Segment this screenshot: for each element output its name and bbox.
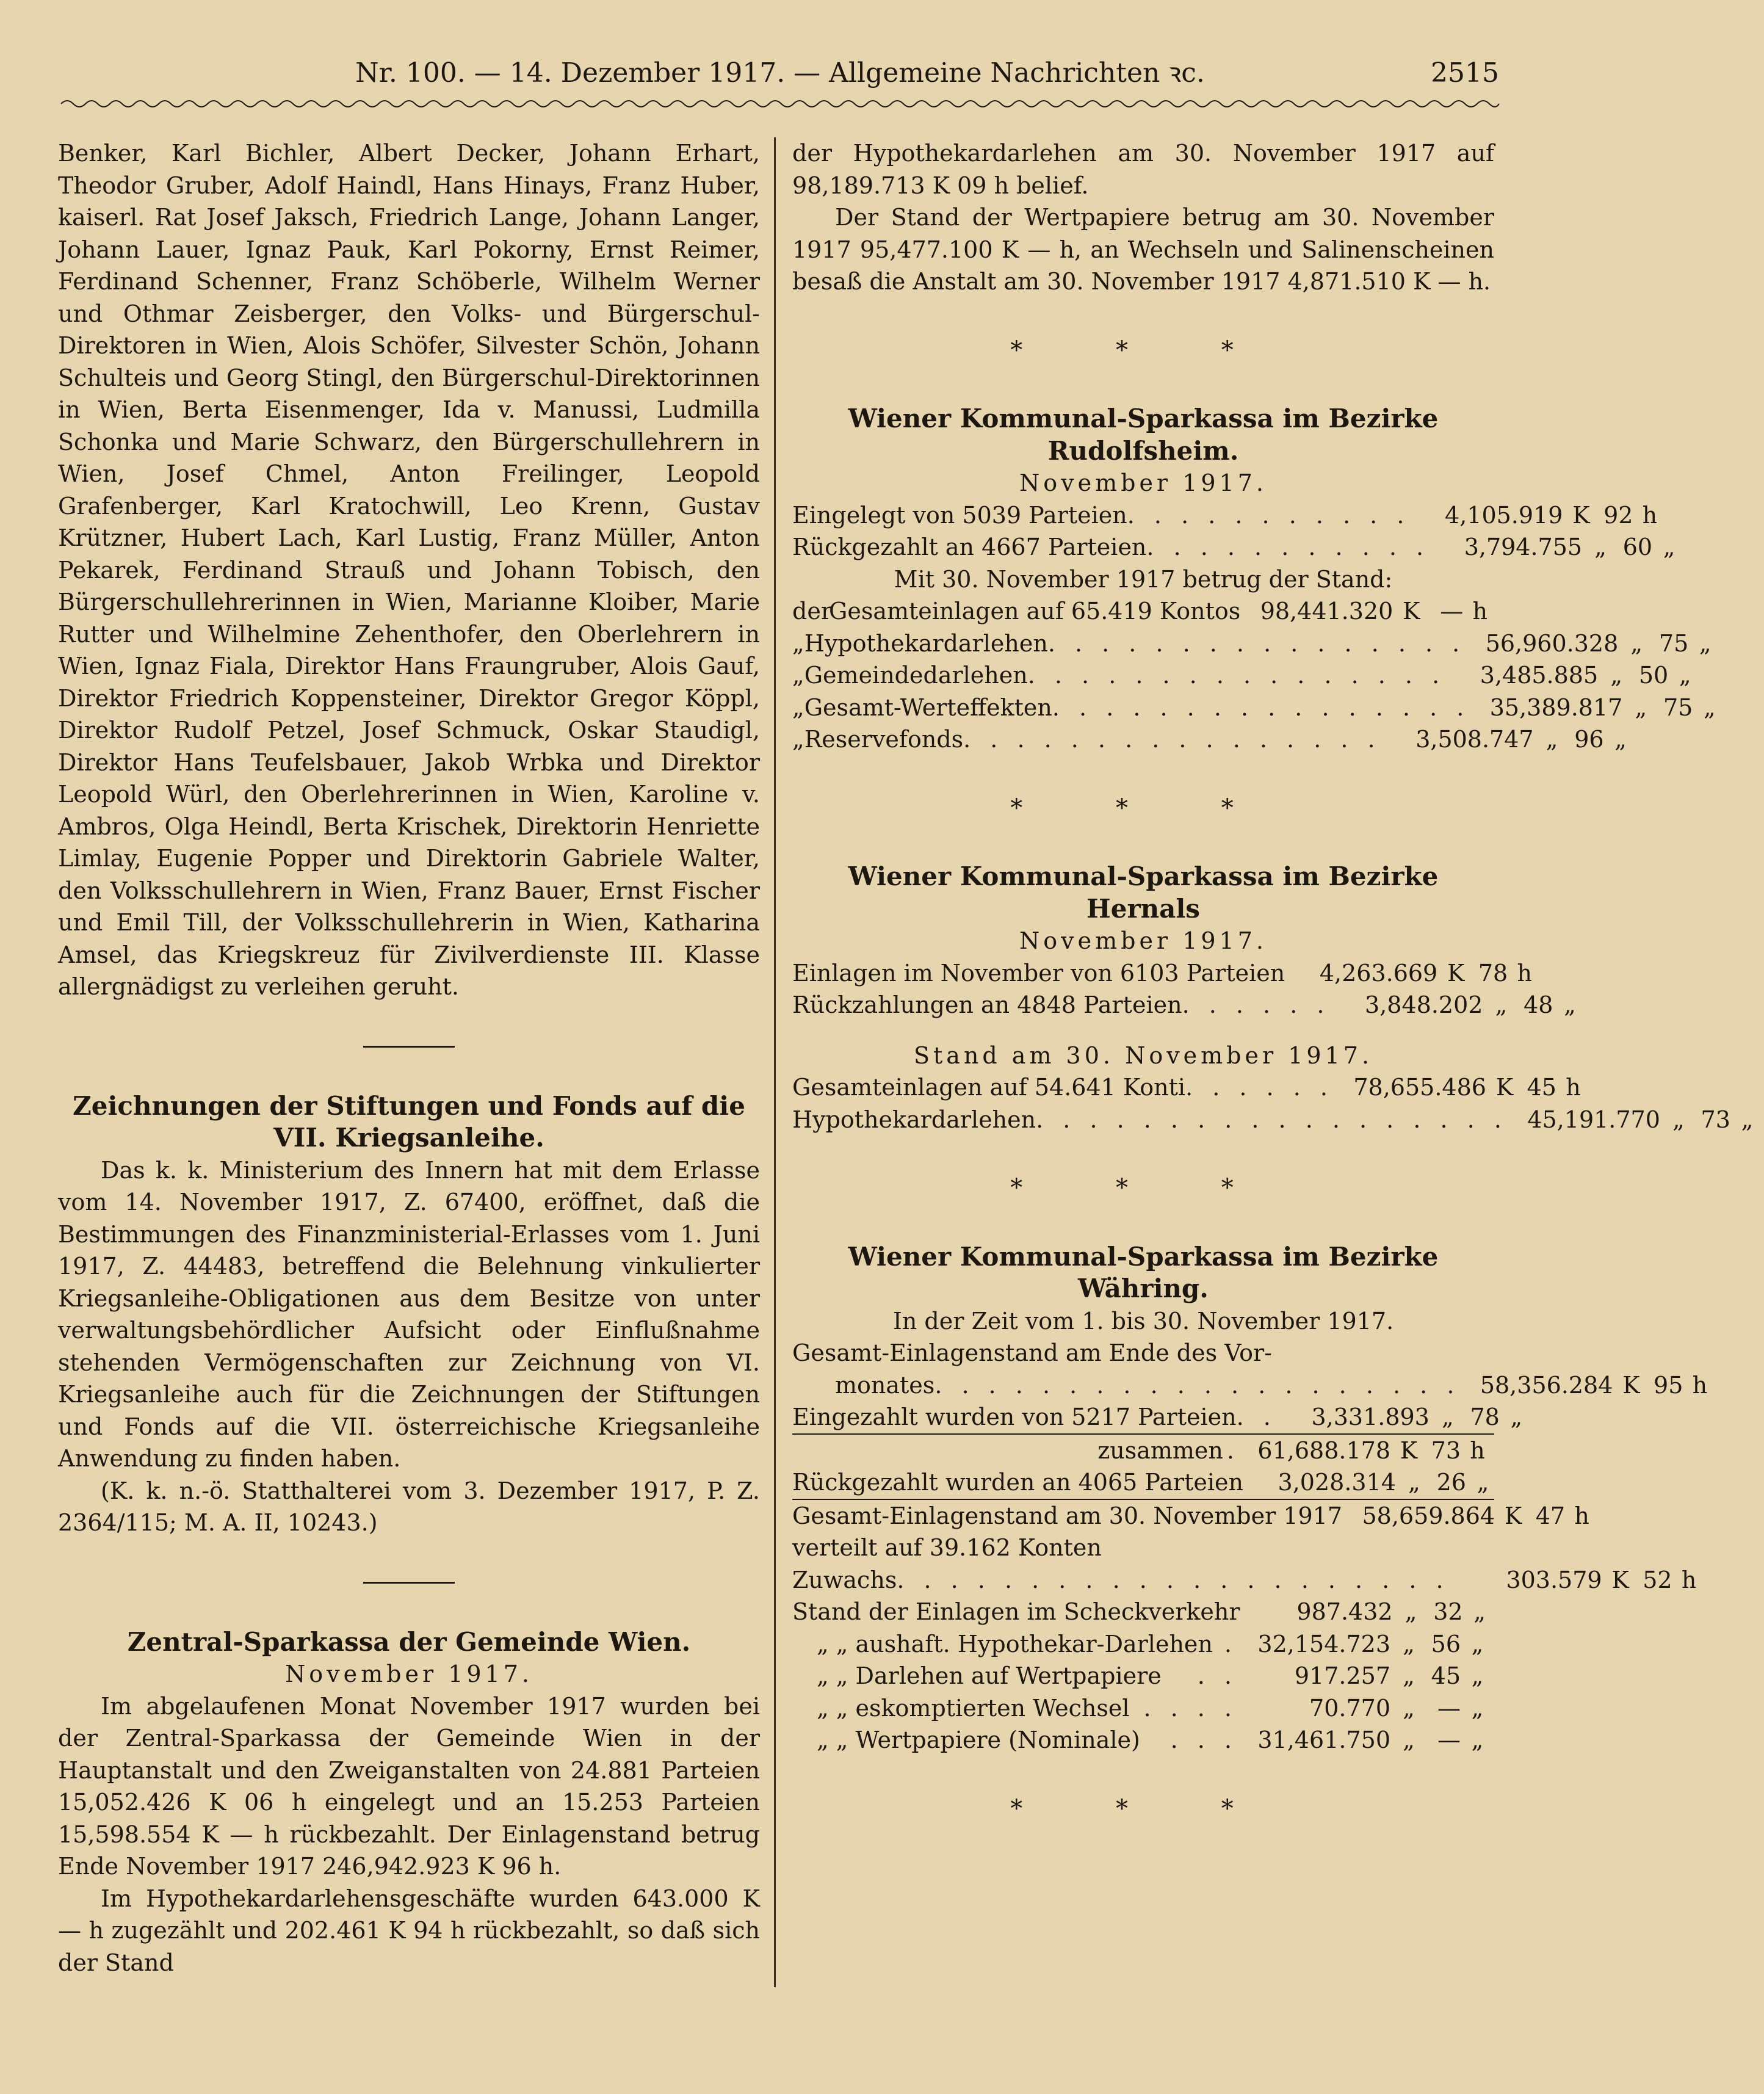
section-period-waehring: In der Zeit vom 1. bis 30. November 1917. xyxy=(892,1307,1394,1335)
table-row: Zuwachs . . . . . . . . . . . . . . . . . . . . . 303.579 K 52 h xyxy=(792,1566,1697,1593)
section-title-zentral-sparkassa: Zentral-Sparkassa der Gemeinde Wien. xyxy=(127,1626,691,1657)
asterism: * * * xyxy=(1010,794,1276,822)
right-column xyxy=(792,137,1754,1861)
continued-paragraph-2: Der Stand der Wertpapiere betrug am 30. November 1917 95,477.100 K — h, an Wechseln und Salinenscheinen besaß die Anstalt am 30. November 1917 4,871.510 K — h. xyxy=(792,204,1494,295)
table-row: Eingezahlt wurden von 5217 Parteien . . 3,331.893 „ 78 „ xyxy=(792,1401,1494,1435)
table-row: der Gesamteinlagen auf 65.419 Kontos 98,441.320 K — h xyxy=(792,598,1488,625)
table-row: Rückgezahlt wurden an 4065 Parteien 3,028.314 „ 26 „ xyxy=(792,1466,1494,1500)
waehring-rows2 xyxy=(792,1564,1697,1756)
table-row: „ „ Wertpapiere (Nominale) . . . 31,461.750 „ — „ xyxy=(817,1726,1484,1753)
section-source-stiftungen: (K. k. n.-ö. Statthalterei vom 3. Dezember 1917, P. Z. 2364/115; M. A. II, 10243.) xyxy=(58,1477,760,1536)
header-wavy-rule xyxy=(61,98,1499,110)
stand-title-hernals: Stand am 30. November 1917. xyxy=(913,1042,1373,1069)
section-separator xyxy=(363,1046,455,1048)
table-row: „ Gemeindedarlehen . . . . . . . . . . . . . . . . 3,485.885 „ 50 „ xyxy=(792,662,1691,689)
table-row: Rückgezahlt an 4667 Parteien . . . . . . . . . . . 3,794.755 „ 60 „ xyxy=(792,534,1675,560)
table-row: Gesamteinlagen auf 54.641 Konti . . . . . . 78,655.486 K 45 h xyxy=(792,1074,1581,1101)
table-row: Gesamt-Einlagenstand am 30. November 1917 58,659.864 K 47 h xyxy=(792,1502,1589,1529)
continued-paragraph-1: der Hypothekardarlehen am 30. November 1917 auf 98,189.713 K 09 h belief. xyxy=(792,140,1494,199)
column-divider xyxy=(774,137,776,1987)
hernals-rows xyxy=(792,957,1576,1021)
waehring-line1: Gesamt-Einlagenstand am Ende des Vor- xyxy=(792,1339,1273,1366)
table-row: Stand der Einlagen im Scheckverkehr 987.432 „ 32 „ xyxy=(792,1598,1486,1625)
section-body-zentral-1: Im abgelaufenen Monat November 1917 wurden bei der Zentral-Sparkassa der Gemeinde Wien in der Hauptanstalt und den Zweiganstalten von 24.881 Parteien 15,052.426 K 06 h eingelegt und an 15.253 Parteien 15,598.554 K — h rückbezahlt. Der Einlagenstand betrug Ende November 1917 246,942.923 K 96 h. xyxy=(58,1692,760,1880)
waehring-verteilt: verteilt auf 39.162 Konten xyxy=(792,1534,1102,1561)
table-row: Rückzahlungen an 4848 Parteien . . . . . . 3,848.202 „ 48 „ xyxy=(792,991,1576,1018)
section-title-rudolfsheim: Wiener Kommunal-Sparkassa im Bezirke Rudolfsheim. xyxy=(848,404,1439,466)
table-row: zusammen . 61,688.178 K 73 h xyxy=(1097,1436,1485,1464)
waehring-rows xyxy=(792,1369,1708,1532)
section-separator xyxy=(363,1582,455,1584)
page-header xyxy=(61,49,1499,98)
section-month-hernals: November 1917. xyxy=(1019,927,1267,954)
rudolfsheim-stand-rows xyxy=(792,595,1716,756)
hernals-stand-rows xyxy=(792,1071,1754,1136)
section-month-zentral: November 1917. xyxy=(285,1661,533,1687)
table-row: „ „ Darlehen auf Wertpapiere . . 917.257 „ 45 „ xyxy=(817,1662,1484,1689)
table-row: „ Reservefonds . . . . . . . . . . . . . . . . 3,508.747 „ 96 „ xyxy=(792,726,1627,753)
section-body-stiftungen: Das k. k. Ministerium des Innern hat mit dem Erlasse vom 14. November 1917, Z. 67400, eröffnet, daß die Bestimmungen des Finanzministerial-Erlasses vom 1. Juni 1917, Z. 44483, betreffend die Belehnung vinkulierter Kriegsanleihe-Obligationen aus dem Besitze von unter verwaltungsbehördlicher Aufsicht oder Einflußnahme stehenden Vermögenschaften zur Zeichnung von VI. Kriegsanleihe auch für die Zeichnungen der Stiftungen und Fonds auf die VII. österreichische Kriegsanleihe Anwendung zu finden haben. xyxy=(58,1156,760,1472)
table-row: „ Gesamt-Werteffekten . . . . . . . . . . . . . . . . 35,389.817 „ 75 „ xyxy=(792,694,1716,721)
header-title: Nr. 100. — 14. Dezember 1917. — Allgemeine Nachrichten ꝛc. xyxy=(355,57,1205,89)
left-column xyxy=(58,137,760,1979)
section-month-rudolfsheim: November 1917. xyxy=(1019,469,1267,496)
table-row: monates . . . . . . . . . . . . . . . . . . . . 58,356.284 K 95 h xyxy=(835,1371,1708,1399)
asterism: * * * xyxy=(1010,336,1276,364)
table-row: Hypothekardarlehen . . . . . . . . . . . . . . . . . . 45,191.770 „ 73 „ xyxy=(792,1106,1754,1133)
table-row: Eingelegt von 5039 Parteien . . . . . . . . . . . 4,105.919 K 92 h xyxy=(792,501,1658,529)
table-row: „ Hypothekardarlehen . . . . . . . . . . . . . . . . 56,960.328 „ 75 „ xyxy=(792,629,1712,657)
table-row: „ „ aushaft. Hypothekar-Darlehen . 32,154.723 „ 56 „ xyxy=(817,1630,1484,1657)
stand-intro-rudolfsheim: Mit 30. November 1917 betrug der Stand: xyxy=(894,565,1393,593)
section-title-stiftungen: Zeichnungen der Stiftungen und Fonds auf die VII. Kriegsanleihe. xyxy=(73,1090,745,1153)
award-paragraph: Benker, Karl Bichler, Albert Decker, Johann Erhart, Theodor Gruber, Adolf Haindl, Hans Hinays, Franz Huber, kaiserl. Rat Josef Jaksch, Friedrich Lange, Johann Langer, Johann Lauer, Ignaz Pauk, Karl Pokorny, Ernst Reimer, Ferdinand Schenner, Franz Schöberle, Wilhelm Werner und Othmar Zeisberger, den Volks- und Bürgerschul-Direktoren in Wien, Alois Schöfer, Silvester Schön, Johann Schulteis und Georg Stingl, den Bürgerschul-Direktorinnen in Wien, Berta Eisenmenger, Ida v. Manussi, Ludmilla Schonka und Marie Schwarz, den Bürgerschullehrern in Wien, Josef Chmel, Anton Freilinger, Leopold Grafenberger, Karl Kratochwill, Leo Krenn, Gustav Krützner, Hubert Lach, Karl Lustig, Franz Müller, Anton Pekarek, Ferdinand Strauß und Johann Tobisch, den Bürgerschullehrerinnen in Wien, Marianne Kloiber, Marie Rutter und Wilhelmine Zehenthofer, den Oberlehrern in Wien, Ignaz Fiala, Direktor Hans Fraungruber, Alois Gauf, Direktor Friedrich Koppensteiner, Direktor Gregor Köppl, Direktor Rudolf Petzel, Josef Schmuck, Oskar Staudigl, Direktor Hans Teufelsbauer, Jakob Wrbka und Direktor Leopold Würl, den Oberlehrerinnen in Wien, Karoline v. Ambros, Olga Heindl, Berta Krischek, Direktorin Henriette Limlay, Eugenie Popper und Direktorin Gabriele Walter, den Volksschullehrern in Wien, Franz Bauer, Ernst Fischer und Emil Till, der Volksschullehrerin in Wien, Katharina Amsel, das Kriegskreuz für Zivilverdienste III. Klasse allergnädigst zu verleihen geruht. xyxy=(58,140,760,1000)
page-number: 2515 xyxy=(1431,57,1499,89)
rudolfsheim-rows xyxy=(792,499,1675,563)
section-title-waehring: Wiener Kommunal-Sparkassa im Bezirke Währing. xyxy=(848,1241,1439,1303)
table-row: Einlagen im November von 6103 Parteien 4,263.669 K 78 h xyxy=(792,959,1532,987)
section-body-zentral-2: Im Hypothekardarlehensgeschäfte wurden 643.000 K — h zugezählt und 202.461 K 94 h rückbezahlt, so daß sich der Stand xyxy=(58,1885,760,1976)
section-title-hernals: Wiener Kommunal-Sparkassa im Bezirke Hernals xyxy=(848,861,1439,924)
table-row: „ „ eskomptierten Wechsel . . . . 70.770 „ — „ xyxy=(817,1694,1484,1722)
asterism: * * * xyxy=(1010,1174,1276,1202)
asterism: * * * xyxy=(1010,1794,1276,1823)
